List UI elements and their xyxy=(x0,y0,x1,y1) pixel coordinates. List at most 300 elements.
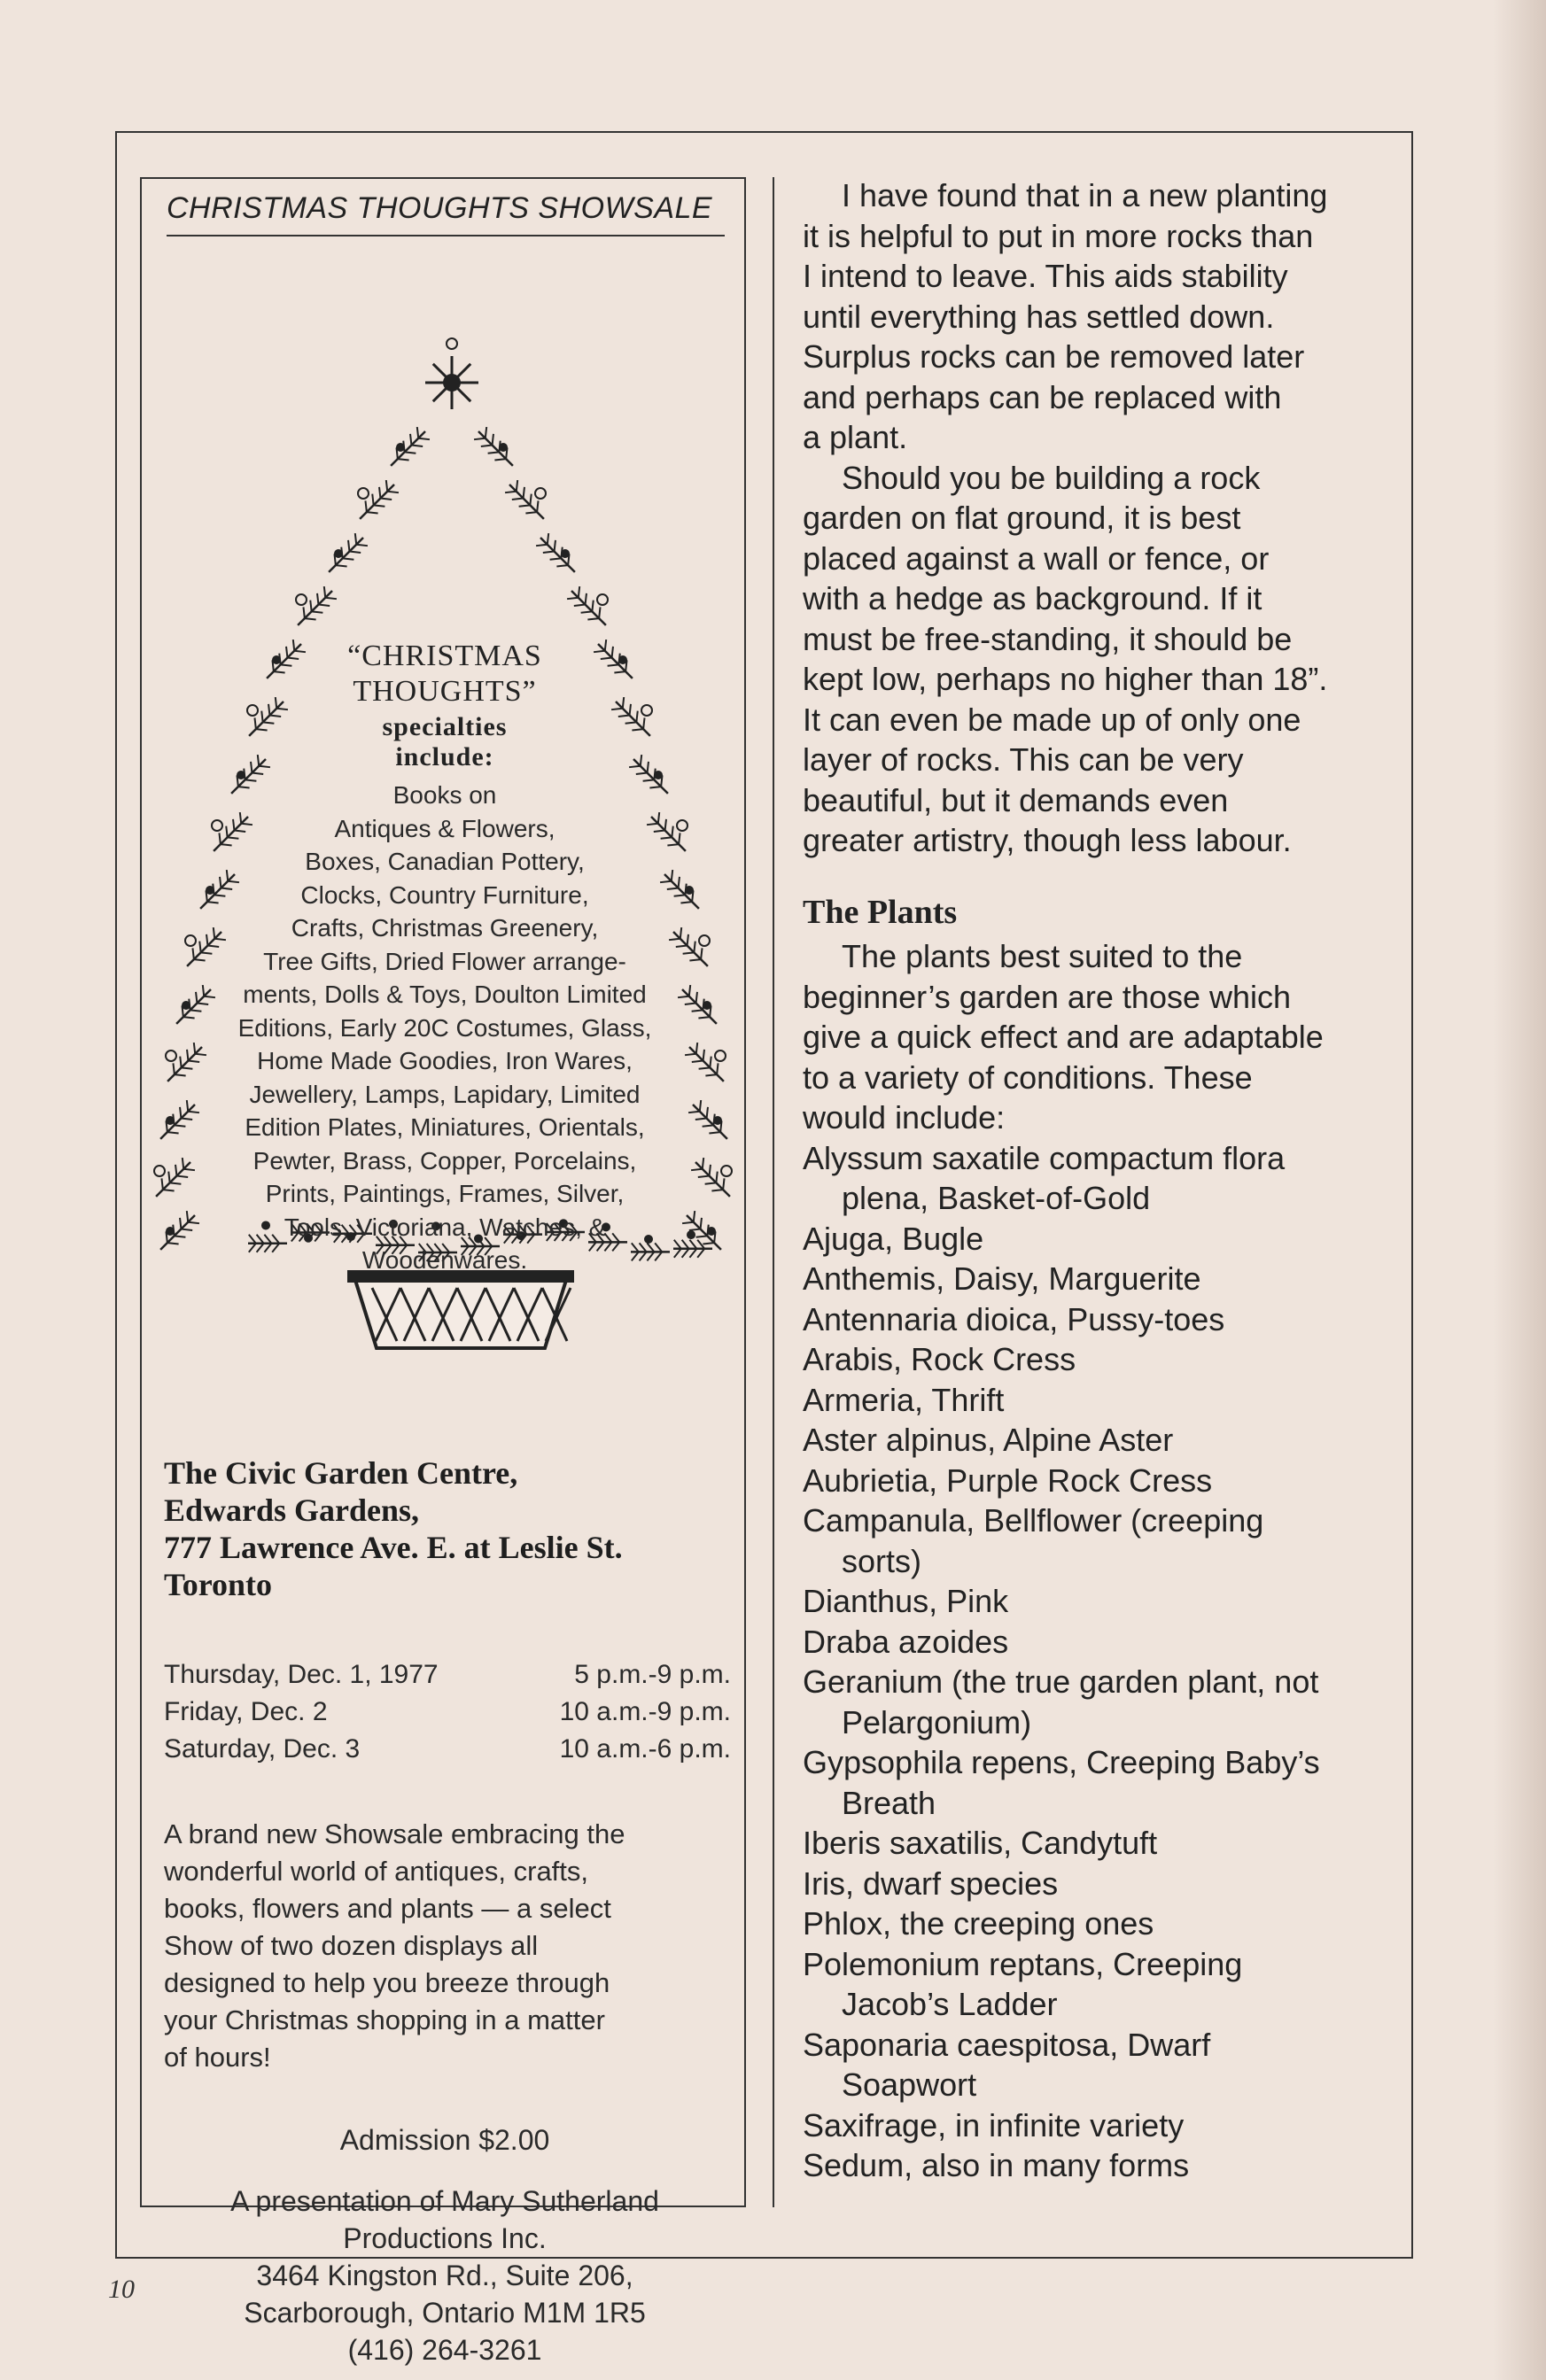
tree-text-line: ments, Dolls & Toys, Doulton Limited xyxy=(243,981,647,1008)
garland-needle xyxy=(348,540,349,552)
article-paragraph xyxy=(803,936,1405,1138)
garland-needle xyxy=(629,766,641,767)
text-line: beginner’s garden are those which xyxy=(803,978,1292,1015)
garland-needle xyxy=(287,658,299,659)
schedule-table xyxy=(164,1656,731,1768)
garland-needle xyxy=(372,494,373,506)
plant-list-item: Aster alpinus, Alpine Aster xyxy=(803,1422,1174,1458)
garland-needle xyxy=(707,1107,708,1119)
garland-needle xyxy=(417,427,418,438)
garland-needle xyxy=(623,697,624,709)
garland-needle xyxy=(418,438,430,439)
tree-text-line: Antiques & Flowers, xyxy=(334,814,555,842)
plant-list-item: Phlox, the creeping ones xyxy=(803,1905,1154,1942)
schedule-hours: 5 p.m.-9 p.m. xyxy=(574,1660,731,1689)
garland-needle xyxy=(701,1218,702,1229)
garland-needle xyxy=(683,952,695,953)
garland-needle xyxy=(272,1244,279,1252)
tree-text-line: Editions, Early 20C Costumes, Glass, xyxy=(237,1013,652,1042)
garland-needle xyxy=(204,996,215,997)
tree-text-line: Crafts, Christmas Greenery, xyxy=(291,914,599,942)
tree-text-line: Clocks, Country Furniture, xyxy=(300,880,589,909)
garland-needle xyxy=(269,716,281,717)
venue-line: The Civic Garden Centre, xyxy=(164,1455,518,1491)
garland-needle xyxy=(286,647,287,658)
plant-list-item: Anthemis, Daisy, Marguerite xyxy=(803,1260,1201,1297)
presenter-line: A presentation of Mary Sutherland xyxy=(230,2185,659,2217)
tree-text-line: Tools, Victoriana, Watches, & xyxy=(284,1213,606,1241)
tree-text-line: Boxes, Canadian Pottery, xyxy=(305,848,585,875)
garland-needle xyxy=(630,704,631,716)
admission-price: Admission $2.00 xyxy=(339,2124,550,2156)
garland-needle xyxy=(214,939,226,940)
description-line: books, flowers and plants — a select xyxy=(164,1893,611,1924)
garland-needle xyxy=(703,1125,714,1126)
schedule-day: Thursday, Dec. 1, 1977 xyxy=(164,1660,439,1689)
text-line: kept low, perhaps no higher than 18”. xyxy=(803,661,1328,697)
garland-needle xyxy=(219,833,220,844)
plant-list-item: Armeria, Thrift xyxy=(803,1381,1005,1418)
garland-needle xyxy=(303,607,304,618)
tree-text-line: Home Made Goodies, Iron Wares, xyxy=(257,1047,633,1074)
garland-needle xyxy=(494,459,506,460)
garland-needle xyxy=(536,545,548,546)
garland-needle xyxy=(194,1043,195,1054)
garland-berry xyxy=(261,1221,270,1229)
garland-needle xyxy=(705,1182,717,1183)
garland-needle xyxy=(355,533,356,545)
schedule-hours: 10 a.m.-9 p.m. xyxy=(559,1697,731,1726)
text-line: I intend to leave. This aids stability xyxy=(803,258,1288,294)
garland-needle xyxy=(694,1211,695,1222)
garland-needle xyxy=(257,1244,264,1252)
garland-needle xyxy=(678,996,689,997)
text-line: it is helpful to put in more rocks than xyxy=(803,217,1314,254)
text-line: a plant. xyxy=(803,419,908,455)
garland-needle xyxy=(365,500,366,512)
text-line: It can even be made up of only one xyxy=(803,701,1301,738)
garland-needle xyxy=(254,717,255,729)
plant-list-item: Dianthus, Pink xyxy=(803,1583,1009,1619)
ad-title: CHRISTMAS THOUGHTS SHOWSALE xyxy=(167,191,725,236)
garland-needle xyxy=(264,1244,271,1252)
garland-needle xyxy=(203,985,204,996)
garland-needle xyxy=(274,671,285,672)
garland-needle xyxy=(597,1242,604,1251)
garland-needle xyxy=(674,1240,681,1249)
section-heading: The Plants xyxy=(803,893,958,931)
plant-list xyxy=(803,1138,1405,2186)
garland-needle xyxy=(618,716,630,717)
garland-needle xyxy=(592,601,593,612)
garland-berry xyxy=(713,1116,722,1125)
garland-needle xyxy=(386,480,387,492)
garland-needle xyxy=(196,992,197,1004)
garland-needle xyxy=(710,1165,711,1176)
garland-needle xyxy=(324,586,325,598)
tree-text-line: Books on xyxy=(392,781,497,809)
garland-needle xyxy=(256,729,268,730)
text-line: I have found that in a new planting xyxy=(842,177,1328,213)
garland-berry xyxy=(618,655,627,664)
article-paragraph xyxy=(803,458,1405,861)
garland-needle xyxy=(398,459,409,460)
tree-basket xyxy=(354,1277,567,1348)
garland-needle xyxy=(227,870,228,881)
garland-berry xyxy=(166,1116,175,1125)
plant-list-item: Iberis saxatilis, Candytuft xyxy=(803,1825,1158,1861)
tree-text-line: include: xyxy=(395,742,494,771)
schedule-day: Friday, Dec. 2 xyxy=(164,1697,328,1726)
garland-needle xyxy=(594,651,605,652)
garland-berry xyxy=(703,1001,711,1010)
garland-needle xyxy=(220,877,221,888)
garland-needle xyxy=(259,766,270,767)
garland-needle xyxy=(206,934,207,946)
garland-needle xyxy=(691,1169,703,1170)
plant-list-item: Sedum, also in many forms xyxy=(803,2147,1190,2183)
garland-berry xyxy=(272,655,281,664)
text-line: beautiful, but it demands even xyxy=(803,781,1229,818)
tree-text-line: Edition Plates, Miniatures, Orientals, xyxy=(245,1113,645,1141)
plant-list-item: Campanula, Bellflower (creeping sorts) xyxy=(803,1502,1264,1579)
garland-needle xyxy=(647,1243,654,1252)
garland-needle xyxy=(187,1100,188,1112)
tree-text-line: Jewellery, Lamps, Lapidary, Limited xyxy=(249,1080,641,1108)
garland-needle xyxy=(655,1252,662,1260)
garland-needle xyxy=(234,831,245,832)
garland-needle xyxy=(685,1054,696,1055)
garland-needle xyxy=(192,948,193,959)
presenter-line: 3464 Kingston Rd., Suite 206, xyxy=(256,2260,633,2291)
garland-berry xyxy=(654,771,663,779)
garland-bauble xyxy=(247,705,258,716)
garland-needle xyxy=(695,1119,707,1120)
garland-needle xyxy=(647,1252,654,1260)
garland-needle xyxy=(679,877,680,888)
star-center xyxy=(443,374,461,391)
garland-needle xyxy=(176,1176,188,1177)
garland-needle xyxy=(199,942,200,953)
garland-needle xyxy=(367,512,378,513)
text-line: Should you be building a rock xyxy=(842,459,1261,496)
plant-list-item: Polemonium reptans, Creeping Jacob’s Ladder xyxy=(803,1945,1243,2022)
garland-needle xyxy=(700,1100,701,1112)
page-number: 10 xyxy=(108,2275,135,2304)
garland-needle xyxy=(356,545,368,546)
garland-needle xyxy=(692,1061,703,1062)
showsale-advertisement xyxy=(140,177,746,2366)
garland-needle xyxy=(281,664,292,665)
garland-needle xyxy=(183,1017,195,1018)
tree-text-line: Pewter, Brass, Copper, Porcelains, xyxy=(252,1146,637,1174)
garland-needle xyxy=(294,651,306,652)
plant-list-item: Arabis, Rock Cress xyxy=(803,1341,1076,1377)
schedule-row xyxy=(164,1694,731,1731)
garland-needle xyxy=(221,844,232,845)
garland-bauble xyxy=(677,820,688,831)
garland-needle xyxy=(682,1222,694,1223)
garland-needle xyxy=(703,1050,704,1061)
garland-needle xyxy=(694,942,695,953)
text-line: placed against a wall or fence, or xyxy=(803,539,1270,577)
garland-needle xyxy=(689,1229,701,1230)
garland-needle xyxy=(574,605,586,606)
garland-needle xyxy=(632,1243,639,1252)
garland-needle xyxy=(660,881,672,882)
venue-address xyxy=(164,1454,731,1603)
tree-text-line: Woodenwares. xyxy=(361,1246,528,1274)
garland-needle xyxy=(170,1182,182,1183)
tree-text-line: THOUGHTS” xyxy=(353,675,537,708)
garland-needle xyxy=(647,824,658,825)
garland-needle xyxy=(703,1243,714,1244)
garland-needle xyxy=(318,605,330,606)
garland-needle xyxy=(168,1172,169,1183)
garland-needle xyxy=(325,598,337,599)
garland-needle xyxy=(636,711,637,723)
plant-list-item: Saponaria caespitosa, Dwarf Soapwort xyxy=(803,2026,1211,2103)
garland-needle xyxy=(669,939,680,940)
plant-list-item: Ajuga, Bugle xyxy=(803,1220,984,1257)
garland-needle xyxy=(249,1244,256,1252)
garland-needle xyxy=(692,1010,703,1011)
garland-needle xyxy=(680,927,681,939)
garland-needle xyxy=(379,487,380,499)
garland-berry xyxy=(206,886,214,895)
tree-text-line: “CHRISTMAS xyxy=(347,640,542,672)
garland-needle xyxy=(233,819,234,831)
text-line: garden on flat ground, it is best xyxy=(803,500,1241,536)
description-line: A brand new Showsale embracing the xyxy=(164,1818,625,1849)
plant-list-item: Draba azoides xyxy=(803,1623,1009,1660)
garland-needle xyxy=(601,658,612,659)
garland-needle xyxy=(183,1169,195,1170)
garland-needle xyxy=(717,1063,718,1074)
presenter-line: (416) 264-3261 xyxy=(347,2334,542,2366)
garland-bauble xyxy=(721,1166,732,1176)
garland-bauble xyxy=(296,594,307,605)
garland-needle xyxy=(612,647,613,658)
garland-needle xyxy=(556,565,568,566)
garland-needle xyxy=(207,902,219,903)
description-line: Show of two dozen displays all xyxy=(164,1930,539,1961)
garland-needle xyxy=(680,902,692,903)
garland-needle xyxy=(679,833,680,844)
garland-needle xyxy=(410,434,411,446)
garland-needle xyxy=(716,1172,717,1183)
garland-needle xyxy=(180,1107,181,1119)
garland-berry xyxy=(685,886,694,895)
garland-needle xyxy=(167,1132,179,1133)
garland-needle xyxy=(699,1067,711,1068)
garland-bauble xyxy=(597,594,608,605)
garland-berry xyxy=(644,1235,653,1244)
garland-needle xyxy=(612,1242,619,1251)
garland-needle xyxy=(272,1235,279,1244)
garland-needle xyxy=(293,640,294,651)
presenter-line: Scarborough, Ontario M1M 1R5 xyxy=(244,2297,646,2329)
christmas-tree-illustration xyxy=(142,250,748,1392)
garland-needle xyxy=(658,812,659,824)
garland-needle xyxy=(608,664,619,665)
plant-list-item: Alyssum saxatile compactum flora plena, Basket-of-Gold xyxy=(803,1139,1286,1216)
garland-needle xyxy=(228,881,239,882)
garland-needle xyxy=(190,1010,202,1011)
text-line: greater artistry, though less labour. xyxy=(803,822,1292,858)
text-line: and perhaps can be replaced with xyxy=(803,378,1282,415)
garland-needle xyxy=(599,607,600,618)
garland-needle xyxy=(530,494,531,506)
garland-needle xyxy=(636,773,648,774)
garland-needle xyxy=(689,1240,696,1249)
garland-needle xyxy=(226,826,227,838)
garland-needle xyxy=(667,844,679,845)
garland-needle xyxy=(667,888,679,889)
text-line: give a quick effect and are adaptable xyxy=(803,1019,1324,1055)
garland-needle xyxy=(519,505,531,506)
garland-needle xyxy=(676,946,688,947)
garland-needle xyxy=(697,1249,704,1258)
garland-needle xyxy=(696,992,697,1004)
text-line: until everything has settled down. xyxy=(803,298,1275,335)
garland-needle xyxy=(661,837,672,838)
garland-needle xyxy=(261,711,262,723)
garland-needle xyxy=(245,779,257,780)
garland-needle xyxy=(587,618,599,619)
garland-needle xyxy=(380,499,392,500)
garland-needle xyxy=(682,1249,689,1258)
venue-line: Edwards Gardens, xyxy=(164,1492,420,1528)
text-line: to a variety of conditions. These xyxy=(803,1058,1253,1096)
garland-needle xyxy=(264,1235,271,1244)
garland-needle xyxy=(632,1252,639,1260)
tree-text-line: specialties xyxy=(382,712,508,741)
garland-needle xyxy=(249,1235,256,1244)
garland-needle xyxy=(674,1249,681,1258)
plant-list-item: Aubrietia, Purple Rock Cress xyxy=(803,1461,1213,1499)
garland-bauble xyxy=(185,935,196,946)
description-line: your Christmas shopping in a matter xyxy=(164,2004,605,2035)
showsale-description xyxy=(164,1816,731,2076)
garland-needle xyxy=(543,552,555,553)
garland-bauble xyxy=(212,820,222,831)
garland-needle xyxy=(263,722,275,723)
garland-needle xyxy=(258,755,259,766)
garland-needle xyxy=(537,500,538,512)
garland-needle xyxy=(605,640,606,651)
garland-needle xyxy=(221,888,232,889)
garland-needle xyxy=(643,779,655,780)
garland-needle xyxy=(567,598,579,599)
schedule-day: Saturday, Dec. 3 xyxy=(164,1734,361,1764)
text-line: with a hedge as background. If it xyxy=(803,580,1262,616)
garland-needle xyxy=(201,952,213,953)
schedule-hours: 10 a.m.-6 p.m. xyxy=(559,1734,731,1764)
garland-berry xyxy=(561,549,570,558)
garland-needle xyxy=(175,1074,186,1075)
garland-needle xyxy=(317,593,318,605)
garland-needle xyxy=(705,1074,717,1075)
garland-needle xyxy=(689,985,690,996)
plant-list-item: Geranium (the true garden plant, not Pelargonium) xyxy=(803,1663,1319,1740)
garland-needle xyxy=(586,593,587,605)
garland-needle xyxy=(195,1054,206,1055)
page-edge-shadow xyxy=(1493,0,1546,2380)
star-ornament xyxy=(447,338,457,349)
description-line: designed to help you breeze through xyxy=(164,1967,610,1998)
tree-text-line: Tree Gifts, Dried Flower arrange- xyxy=(263,947,626,975)
garland-bauble xyxy=(641,705,652,716)
garland-needle xyxy=(305,618,316,619)
garland-needle xyxy=(682,1240,689,1249)
garland-needle xyxy=(550,558,562,559)
text-line: Surplus rocks can be removed later xyxy=(803,338,1305,375)
garland-bauble xyxy=(166,1050,176,1061)
garland-needle xyxy=(654,831,665,832)
garland-needle xyxy=(161,1178,162,1190)
garland-needle xyxy=(723,1178,724,1190)
garland-needle xyxy=(187,1050,188,1061)
text-line: layer of rocks. This can be very xyxy=(803,741,1244,778)
garland-needle xyxy=(698,1176,710,1177)
text-line: must be free-standing, it should be xyxy=(803,620,1293,657)
schedule-row xyxy=(164,1731,731,1768)
garland-needle xyxy=(310,601,311,612)
garland-needle xyxy=(181,1229,192,1230)
garland-needle xyxy=(207,946,219,947)
description-line: of hours! xyxy=(164,2042,271,2073)
garland-needle xyxy=(696,1043,697,1054)
column-divider xyxy=(773,177,774,2207)
garland-needle xyxy=(632,729,643,730)
article-column xyxy=(803,175,1405,2186)
venue-line: Toronto xyxy=(164,1567,273,1602)
garland-needle xyxy=(512,499,524,500)
garland-needle xyxy=(240,812,241,824)
garland-needle xyxy=(648,762,649,773)
schedule-row xyxy=(164,1656,731,1694)
garland-needle xyxy=(474,438,486,439)
garland-needle xyxy=(268,704,269,716)
garland-needle xyxy=(655,1243,662,1252)
garland-needle xyxy=(180,1218,181,1229)
garland-needle xyxy=(180,1057,181,1068)
garland-needle xyxy=(181,1119,192,1120)
garland-needle xyxy=(175,1165,176,1176)
article-paragraph xyxy=(803,175,1405,458)
garland-needle xyxy=(701,948,702,959)
garland-needle xyxy=(173,1063,174,1074)
garland-needle xyxy=(604,1242,611,1251)
garland-needle xyxy=(689,1249,696,1258)
garland-bauble xyxy=(535,488,546,499)
garland-needle xyxy=(343,558,354,559)
garland-berry xyxy=(499,443,508,452)
garland-needle xyxy=(188,1222,199,1223)
plant-list-item: Gypsophila repens, Creeping Baby’s Breath xyxy=(803,1744,1320,1821)
garland-berry xyxy=(396,443,405,452)
garland-berry xyxy=(707,1227,716,1236)
garland-needle xyxy=(349,552,361,553)
plant-list-item: Iris, dwarf species xyxy=(803,1864,1059,1902)
garland-berry xyxy=(687,1230,695,1239)
garland-needle xyxy=(625,722,637,723)
garland-needle xyxy=(257,1235,264,1244)
garland-berry xyxy=(182,1001,190,1010)
text-line: would include: xyxy=(803,1099,1006,1136)
venue-line: 777 Lawrence Ave. E. at Leslie St. xyxy=(164,1530,623,1565)
